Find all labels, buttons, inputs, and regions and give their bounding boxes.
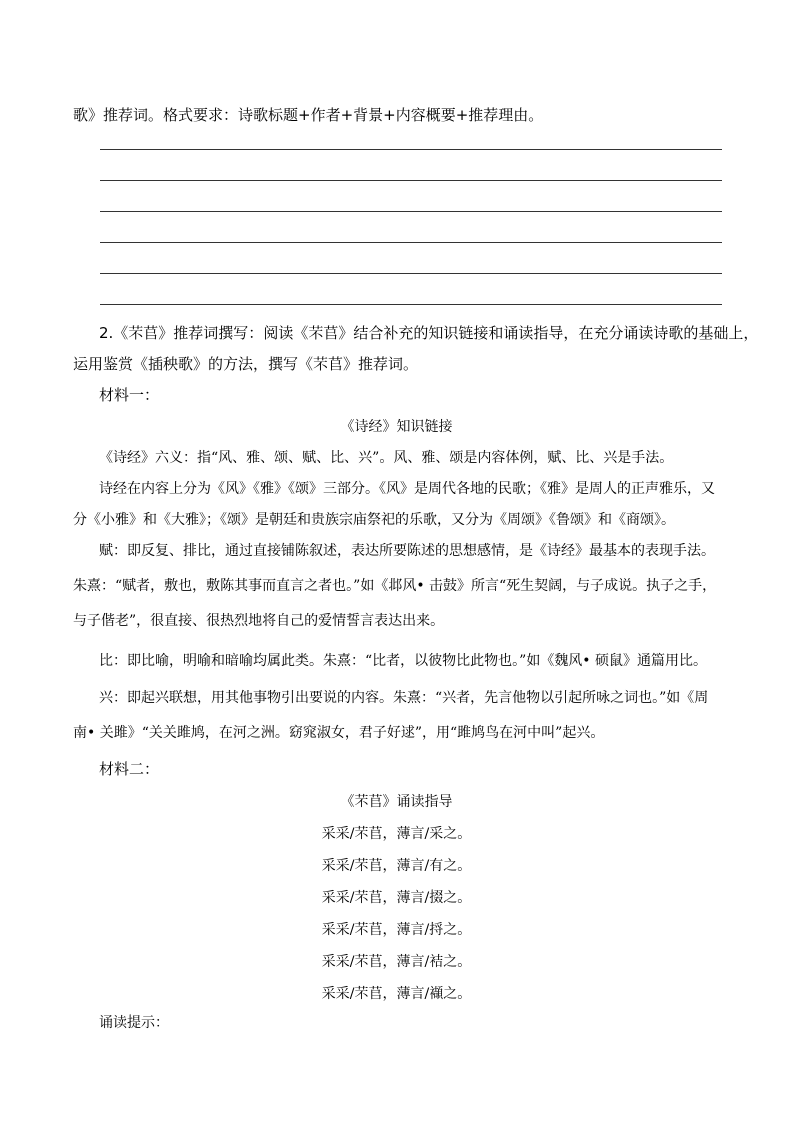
material1-p1: 《诗经》六义：指“风、雅、颂、赋、比、兴”。风、雅、颂是内容体例，赋、比、兴是手法。 (99, 450, 674, 466)
material1-p4-l1: 朱熹：“赋者，敷也，敷陈其事而直言之者也。”如《邶风• 击鼓》所言“死生契阔，与子成说。执子之手， (73, 578, 717, 594)
material1-p6-l2: 南• 关雎》“关关雎鸠，在河之洲。窈窕淑女，君子好逑”，用“雎鸠鸟在河中叫”起兴。 (73, 725, 605, 741)
material1-title: 《诗经》知识链接 (340, 419, 453, 435)
answer-line[interactable] (100, 180, 722, 181)
recitation-line: 采采/芣苢，薄言/捋之。 (321, 922, 472, 938)
material2-title: 《芣苢》诵读指导 (340, 794, 453, 810)
answer-line[interactable] (100, 273, 722, 274)
intro-line: 歌》推荐词。格式要求：诗歌标题+作者+背景+内容概要+推荐理由。 (73, 106, 544, 124)
answer-line[interactable] (100, 304, 722, 305)
answer-line[interactable] (100, 211, 722, 212)
recitation-line: 采采/芣苢，薄言/采之。 (321, 826, 472, 842)
answer-line[interactable] (100, 149, 722, 150)
recitation-line: 采采/芣苢，薄言/有之。 (321, 858, 472, 874)
task2-line1: 2.《芣苢》推荐词撰写：阅读《芣苢》结合补充的知识链接和诵读指导，在充分诵读诗歌的基础上， (99, 324, 759, 342)
material1-p2-l2: 分《小雅》和《大雅》；《颂》是朝廷和贵族宗庙祭祀的乐歌，又分为《周颂》《鲁颂》和《商颂》。 (73, 512, 675, 528)
material1-label: 材料一： (99, 386, 160, 404)
recitation-line: 采采/芣苢，薄言/袺之。 (321, 954, 472, 970)
recitation-line: 采采/芣苢，薄言/掇之。 (321, 890, 472, 906)
recitation-line: 采采/芣苢，薄言/襭之。 (321, 986, 472, 1002)
answer-line[interactable] (100, 242, 722, 243)
material1-p2-l1: 诗经在内容上分为《风》《雅》《颂》三部分。《风》是周代各地的民歌；《雅》是周人的正声雅乐，又 (99, 481, 715, 497)
recitation-hint-label: 诵读提示： (99, 1015, 169, 1031)
material2-label: 材料二： (99, 760, 160, 778)
material1-p3: 赋：即反复、排比，通过直接铺陈叙述，表达所要陈述的思想感情，是《诗经》最基本的表现手法。 (99, 543, 715, 559)
material1-p4-l2: 与子偕老”，很直接、很热烈地将自己的爱情誓言表达出来。 (73, 613, 445, 629)
task2-line2: 运用鉴赏《插秧歌》的方法，撰写《芣苢》推荐词。 (73, 355, 419, 373)
material1-p6-l1: 兴：即起兴联想，用其他事物引出要说的内容。朱熹：“兴者，先言他物以引起所咏之词也。”如《周 (99, 690, 709, 706)
material1-p5: 比：即比喻，明喻和暗喻均属此类。朱熹：“比者，以彼物比此物也。”如《魏风• 硕鼠》通篇用比。 (99, 653, 708, 669)
